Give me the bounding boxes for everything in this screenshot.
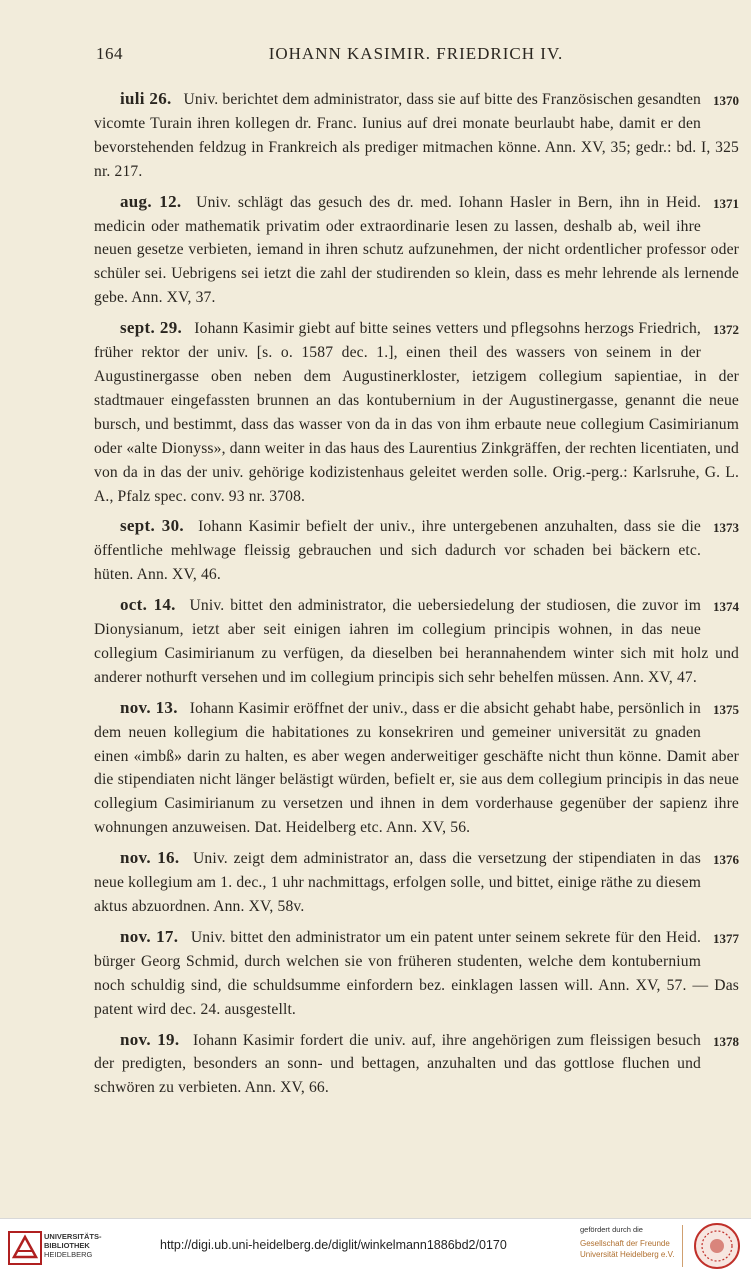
entry-date: aug. 12. bbox=[120, 191, 182, 211]
entry-date: nov. 13. bbox=[120, 697, 178, 717]
university-seal-icon bbox=[692, 1222, 742, 1270]
entry-text: Univ. zeigt dem administrator an, dass die versetzung der stipendiaten in das neue kollegium am 1. dec., 1 uhr nachmittags, erfolgen solle, und bittet, einige räthe zu diesem aktus abzuordnen. Ann. XV, 58v. bbox=[94, 850, 701, 915]
sponsor-name-line2: Universität Heidelberg e.V. bbox=[580, 1250, 675, 1259]
entry-date: sept. 29. bbox=[120, 318, 183, 338]
entry-number: 1374 bbox=[713, 599, 739, 615]
entry-1376 bbox=[94, 846, 739, 919]
entry-date: oct. 14. bbox=[120, 595, 176, 615]
library-name: UNIVERSITÄTS- BIBLIOTHEK HEIDELBERG bbox=[44, 1232, 102, 1259]
entry-1378 bbox=[94, 1028, 739, 1101]
entry-date: nov. 16. bbox=[120, 848, 180, 868]
entry-1373 bbox=[94, 514, 739, 587]
entry-text: Univ. bittet den administrator, die uebersiedelung der studiosen, die zuvor im Dionysianum, ietzt aber seit einigen iahren im collegium principis wohnen, in das neue collegium Casimirianum zu verfügen, da dieselben bei herannahendem winter sich mit holz und anderer nothurft versehen und im collegium principis sich sehr behelfen müssen. Ann. XV, 47. bbox=[94, 597, 739, 686]
entry-number: 1373 bbox=[713, 520, 739, 536]
entry-text: Iohann Kasimir eröffnet der univ., dass er die absicht gehabt habe, persönlich in dem neuen kollegium die habitationes zu konsekriren und gemeiner universität zu gnaden einen «imbß» darin zu halten, es aber wegen anderweitiger geschäfte nicht thun könne. Damit aber die stipendiaten nicht länger belästigt würden, befielt er, sie aus dem collegium principis in das neue collegium Casimirianum zu versetzen und ihnen in dem vorderhause gegenüber der sapienz ihre wohnungen anzuweisen. Dat. Heidelberg etc. Ann. XV, 56. bbox=[94, 699, 739, 837]
entry-text: Univ. bittet den administrator um ein patent unter seinem sekrete für den Heid. bürger Georg Schmid, durch welchen sie von früheren studenten, welche dem kontubernium noch schuldig sind, die schuldsumme einfordern bez. einklagen lassen will. Ann. XV, 57. — Das patent wird dec. 24. ausgestellt. bbox=[94, 928, 739, 1018]
entry-text: Iohann Kasimir giebt auf bitte seines vetters und pflegsohns herzogs Friedrich, früher rektor der univ. [s. o. 1587 dec. 1.], einen theil des wassers von seinem in der Augustinergasse oben neben dem Augustinerkloster, ietzigem collegium sapientiae, in der stadtmauer eingefassten brunnen an das kontubernium in der Augustinergasse, genannt die neue bursch, und bestimmt, dass das wasser von da in das von ihm erbaute neue collegium Casimirianum oder «alte Dionyss», dann weiter in das haus des Laurentius Zinkgräffen, der rechten licentiaten, und von da in das der univ. gehörige kodizistenhaus geleitet werden solle. Orig.-perg.: Karlsruhe, G. L. A., Pfalz spec. conv. 93 nr. 3708. bbox=[94, 320, 739, 505]
entry-number: 1371 bbox=[713, 195, 739, 211]
entry-1377 bbox=[94, 925, 739, 1022]
page-header bbox=[96, 44, 736, 70]
entry-date: sept. 30. bbox=[120, 516, 184, 536]
entry-text: Iohann Kasimir fordert die univ. auf, ihre angehörigen zum fleissigen besuch der predigten, besonders an sonn- und bettagen, anzuhalten und das gottlose fluchen und schwören zu verbieten. Ann. XV, 66. bbox=[94, 1031, 702, 1097]
entry-text: Univ. schlägt das gesuch des dr. med. Iohann Hasler in Bern, ihn in Heid. medicin oder mathematik privatim oder extraordinarie lesen zu lassen, deshalb ab, weil ihre neuen gesetze verbieten, iemand in ihren schutz aufzunehmen, der nicht ordentlicher professor oder schüler sei. Uebrigens sei ietzt die zahl der studirenden so klein, dass es mehr lehrende als lernende gebe. Ann. XV, 37. bbox=[94, 193, 739, 307]
entry-date: nov. 17. bbox=[120, 926, 179, 946]
sponsor-divider bbox=[682, 1225, 683, 1267]
entry-number: 1370 bbox=[713, 93, 739, 108]
entry-1372 bbox=[94, 316, 739, 508]
library-logo-icon bbox=[8, 1231, 42, 1265]
entry-1374 bbox=[94, 593, 739, 690]
running-head: IOHANN KASIMIR. FRIEDRICH IV. bbox=[268, 44, 564, 63]
entry-number: 1375 bbox=[713, 701, 739, 717]
entry-date: nov. 19. bbox=[120, 1029, 180, 1049]
entry-number: 1372 bbox=[713, 322, 739, 338]
permalink-url[interactable]: http://digi.ub.uni-heidelberg.de/diglit/winkelmann1886bd2/0170 bbox=[160, 1238, 507, 1252]
entry-1370 bbox=[94, 87, 739, 184]
entry-1375 bbox=[94, 696, 739, 840]
digitization-footer bbox=[0, 1218, 751, 1272]
entry-text: Univ. berichtet dem administrator, dass sie auf bitte des Französischen gesandten vicomte Turain ihren kollegen dr. Franc. Iunius auf drei monate beurlaubt habe, damit er den bevorstehenden feldzug in Frankreich als prediger mitmachen könne. Ann. XV, 35; gedr.: bd. I, 325 nr. 217. bbox=[94, 91, 739, 180]
entry-1371 bbox=[94, 190, 739, 311]
entry-date: iuli 26. bbox=[120, 89, 172, 108]
entry-number: 1378 bbox=[713, 1033, 739, 1049]
page-number: 164 bbox=[96, 44, 123, 63]
entry-number: 1377 bbox=[713, 930, 739, 946]
sponsor-name-line1: Gesellschaft der Freunde bbox=[580, 1239, 670, 1248]
sponsor-label: gefördert durch die bbox=[580, 1225, 643, 1234]
entry-number: 1376 bbox=[713, 852, 739, 868]
entry-text: Iohann Kasimir befielt der univ., ihre untergebenen anzuhalten, dass sie die öffentliche mehlwage fleissig gebrauchen und sich dadurch vor schaden bei bäckern etc. hüten. Ann. XV, 46. bbox=[94, 518, 702, 584]
entries-list bbox=[94, 87, 739, 1106]
